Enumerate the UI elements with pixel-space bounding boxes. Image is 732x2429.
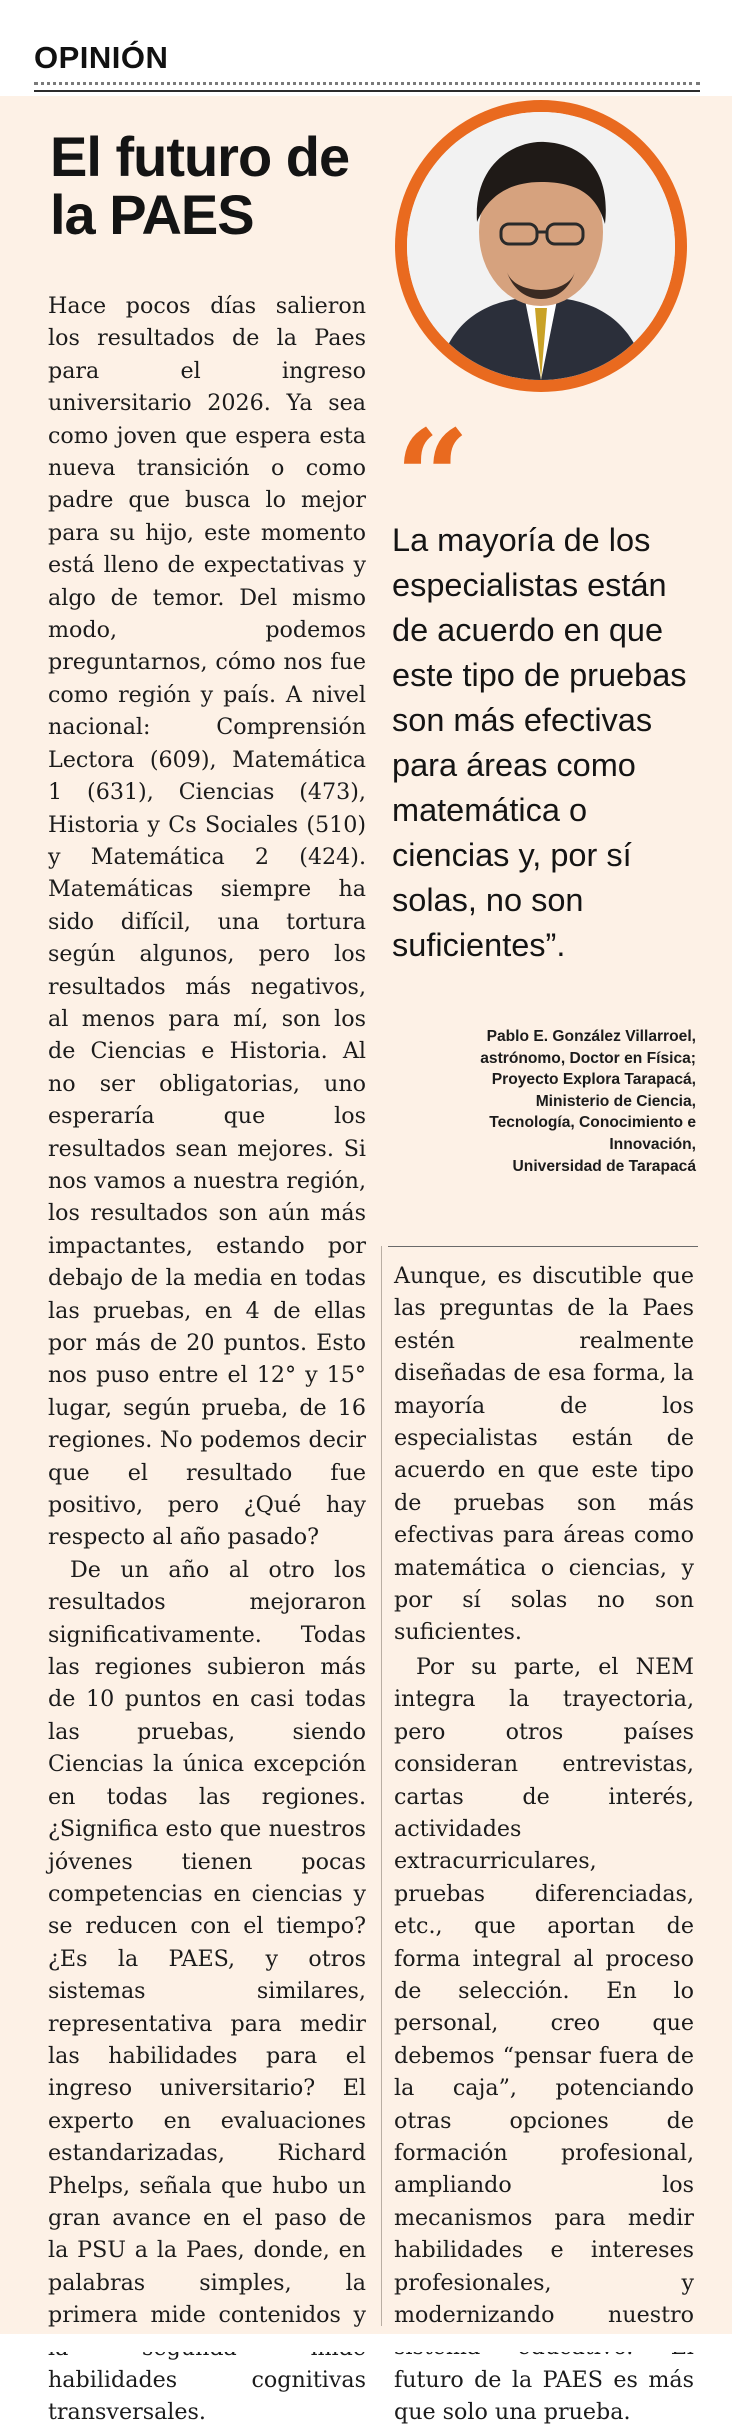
header-dotted-rule	[34, 82, 700, 85]
byline-line: Ministerio de Ciencia,	[535, 1092, 696, 1110]
byline-line: Pablo E. González Villarroel,	[486, 1028, 696, 1045]
byline-line: astrónomo, Doctor en Física;	[480, 1049, 696, 1067]
article-column-right	[394, 1260, 694, 2426]
header-solid-rule	[34, 90, 700, 92]
body-paragraph: Por su parte, el NEM integra la trayectoria, pero otros países consideran entrevistas, cartas de interés, actividades extracurriculares, pruebas diferenciadas, etc., que aportan de forma integral al proceso de selección. En lo personal, creo que debemos “pensar fuera de la caja”, potenciando otras opciones de formación profesional, ampliando los mecanismos para medir habilidades e intereses profesionales, y modernizando nuestro futuro de la PAES es más que solo una prueba.	[394, 1653, 694, 2426]
section-label: OPINIÓN	[34, 40, 169, 75]
byline-line: Proyecto Explora Tarapacá,	[491, 1071, 696, 1089]
body-paragraph: Hace pocos días salieron los resultados de la Paes para el ingreso universitario 2026. Ya sea como joven que espera esta nueva transición o como padre que busca lo mejor para su hijo, este momento está lleno de expectativas y algo de temor. Del mismo modo, podemos preguntarnos, cómo nos fue como región y país. A nivel nacional: Comprensión Lectora (609), Matemática 1 (631), Ciencias (473), Historia y Cs Sociales (510) y Matemática 2 (424). Matemáticas siempre ha sido difícil, una tortura según algunos, pero los resultados más negativos, al menos para mí, son los de Ciencias e Historia. Al no ser obligatorias, uno esperaría que los resultados sean mejores. Si nos vamos a nuestra región, los resultados son aún más impactantes, estando por debajo de la media en todas las pruebas, en 4 de ellas por más de 20 puntos. Esto nos puso entre el 12° y 15° lugar, según prueba, de 16 regiones. No podemos decir que el resultado fue positivo, pero ¿Qué hay respecto al año pasado?	[48, 293, 366, 1551]
body-paragraph: Aunque, es discutible que las preguntas de la Paes estén realmente diseñadas de esa forma, la mayoría de los especialistas están de acuerdo en que este tipo de pruebas son más efectivas para áreas como matemática o ciencias, y por sí solas no son suficientes.	[394, 1263, 694, 1646]
byline-line: Innovación,	[609, 1135, 696, 1153]
pull-quote: La mayoría de los especialistas están de acuerdo en que este tipo de pruebas son más efectivas para áreas como matemática o ciencias y, por sí solas, no son suficientes”.	[392, 522, 687, 963]
page-bottom-margin	[0, 2334, 732, 2352]
quote-mark-icon: “	[395, 401, 470, 554]
article-column-left	[48, 290, 366, 2426]
column-divider	[381, 1246, 382, 2326]
author-photo	[407, 112, 675, 380]
byline-line: Tecnología, Conocimiento e	[489, 1114, 696, 1132]
byline-line: Universidad de Tarapacá	[512, 1157, 696, 1175]
body-paragraph: De un año al otro los resultados mejoraron significativamente. Todas las regiones subieron más de 10 puntos en casi todas las pruebas, siendo Ciencias la única excepción en todas las regiones. ¿Significa esto que nuestros jóvenes tienen pocas competencias en ciencias y se reducen con el tiempo? ¿Es la PAES, y otros sistemas similares, representativa para medir las habilidades para el ingreso universitario? El experto en evaluaciones estandarizadas, Richard Phelps, señala que hubo un gran avance en el paso de la PSU a la Paes, donde, en palabras simples, la primera mide contenidos y habilidades cognitivas transversales.	[48, 1556, 366, 2426]
author-byline	[388, 1026, 696, 1177]
article-headline: El futuro de la PAES	[50, 125, 350, 246]
quote-divider	[388, 1246, 698, 1247]
author-portrait-icon	[407, 112, 675, 380]
section-header	[0, 0, 732, 96]
